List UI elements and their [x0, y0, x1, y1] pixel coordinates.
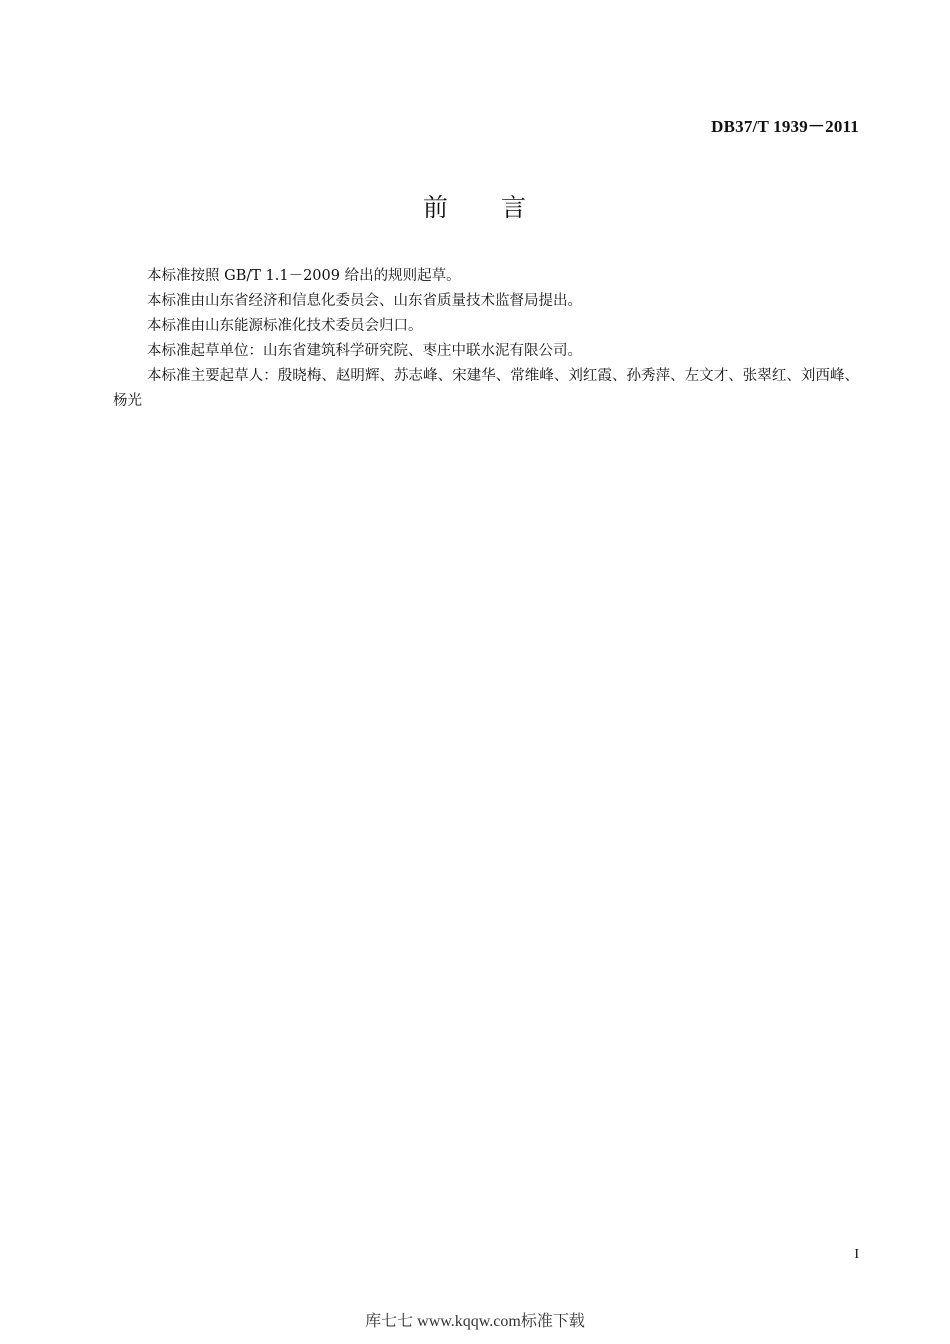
paragraph-committee: 本标准由山东能源标准化技术委员会归口。: [147, 318, 423, 334]
footer-watermark: 库七七 www.kqqw.com标准下载: [365, 1313, 585, 1330]
page-number: I: [854, 1247, 859, 1262]
paragraph-drafting-rules: 本标准按照 GB/T 1.1－2009 给出的规则起草。: [147, 268, 461, 284]
foreword-title-char-1: 前: [422, 193, 449, 222]
foreword-title: [0, 188, 950, 224]
paragraph-drafters: 本标准主要起草人：殷晓梅、赵明辉、苏志峰、宋建华、常维峰、刘红霞、孙秀萍、左文才、张翠红、刘西峰、杨光: [113, 368, 859, 409]
standard-code: DB37/T 1939－2011: [711, 117, 859, 136]
foreword-title-char-2: 言: [501, 193, 528, 222]
paragraph-drafting-units: 本标准起草单位：山东省建筑科学研究院、枣庄中联水泥有限公司。: [147, 343, 582, 359]
foreword-body: [113, 264, 859, 414]
paragraph-proposer: 本标准由山东省经济和信息化委员会、山东省质量技术监督局提出。: [147, 293, 582, 309]
